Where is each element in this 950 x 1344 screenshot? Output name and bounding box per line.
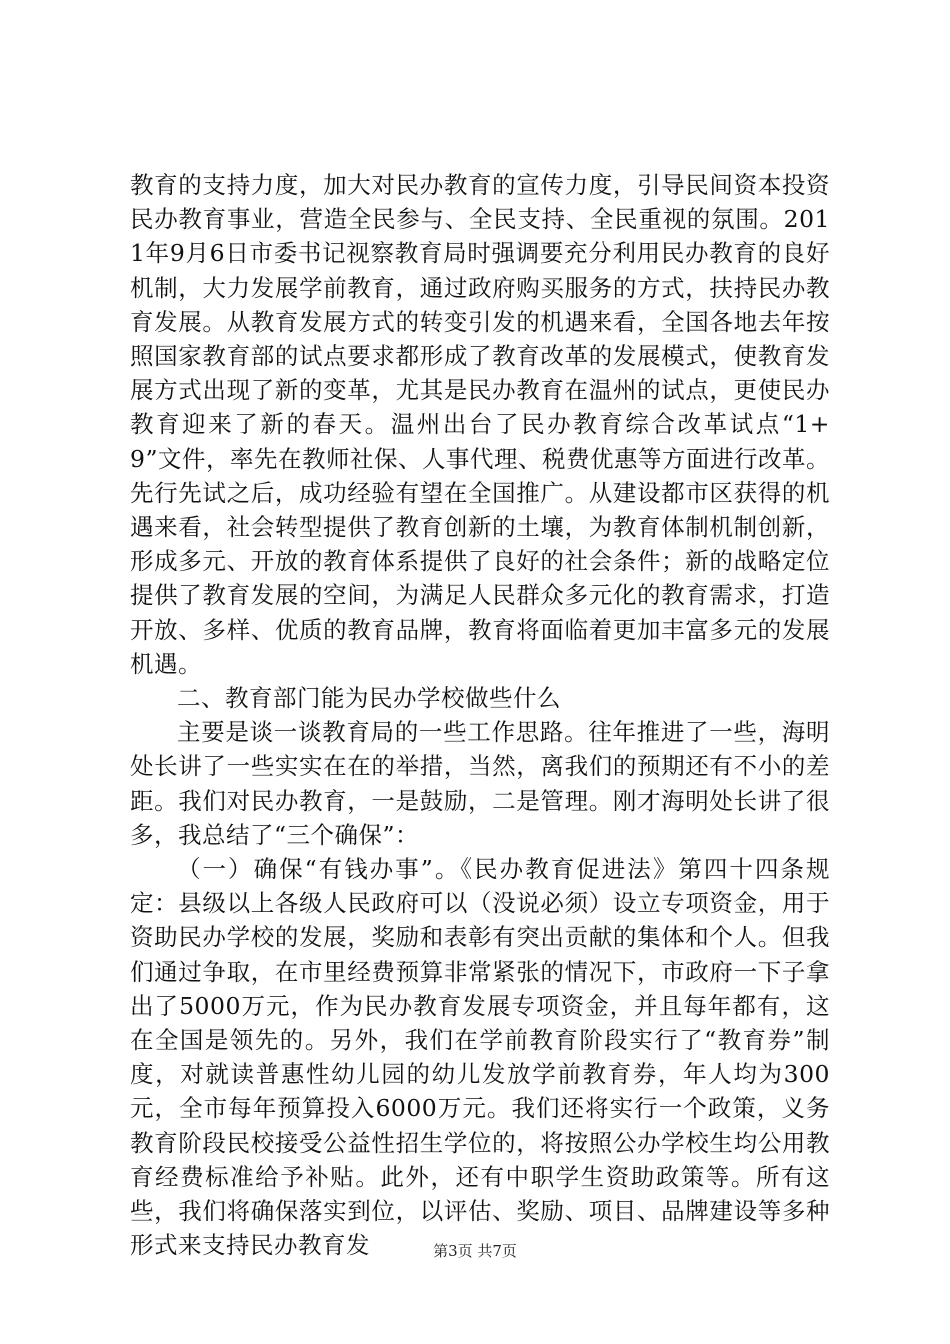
section-heading: 二、教育部门能为民办学校做些什么 bbox=[177, 684, 561, 713]
paragraph-item-one: （一）确保“有钱办事”。《民办教育促进法》第四十四条规定：县级以上各级人民政府可以（没说必须）设立专项资金，用于资助民办学校的发展，奖励和表彰有突出贡献的集体和个人。但我们通过争取，在市里经费预算非常紧张的情况下，市政府一下子拿出了5000万元，作为民办教育发展专项资金，并且每年都有，这在全国是领先的。另外，我们在学前教育阶段实行了“教育券”制度，对就读普惠性幼儿园的幼儿发放学前教育券，年人均为300元，全市每年预算投入6000万元。我们还将实行一个政策，义务教育阶段民校接受公益性招生学位的，将按照公办学校生均公用教育经费标准给予补贴。此外，还有中职学生资助政策等。所有这些，我们将确保落实到位，以评估、奖励、项目、品牌建设等多种形式来支持民办教育发 bbox=[130, 855, 830, 1260]
paragraph-intro: 主要是谈一谈教育局的一些工作思路。往年推进了一些，海明处长讲了一些实实在在的举措，当然，离我们的预期还有不小的差距。我们对民办教育，一是鼓励，二是管理。刚才海明处长讲了很多，我总结了“三个确保”： bbox=[130, 718, 830, 849]
document-body bbox=[130, 168, 830, 1263]
page-footer: 第3页 共7页 bbox=[433, 1242, 517, 1260]
paragraph-continuation: 教育的支持力度，加大对民办教育的宣传力度，引导民间资本投资民办教育事业，营造全民参与、全民支持、全民重视的氛围。2011年9月6日市委书记视察教育局时强调要充分利用民办教育的良好机制，大力发展学前教育，通过政府购买服务的方式，扶持民办教育发展。从教育发展方式的转变引发的机遇来看，全国各地去年按照国家教育部的试点要求都形成了教育改革的发展模式，使教育发展方式出现了新的变革，尤其是民办教育在温州的试点，更使民办教育迎来了新的春天。温州出台了民办教育综合改革试点“1+9”文件，率先在教师社保、人事代理、税费优惠等方面进行改革。先行先试之后，成功经验有望在全国推广。从建设都市区获得的机遇来看，社会转型提供了教育创新的土壤，为教育体制机制创新，形成多元、开放的教育体系提供了良好的社会条件；新的战略定位提供了教育发展的空间，为满足人民群众多元化的教育需求，打造开放、多样、优质的教育品牌，教育将面临着更加丰富多元的发展机遇。 bbox=[130, 171, 830, 678]
